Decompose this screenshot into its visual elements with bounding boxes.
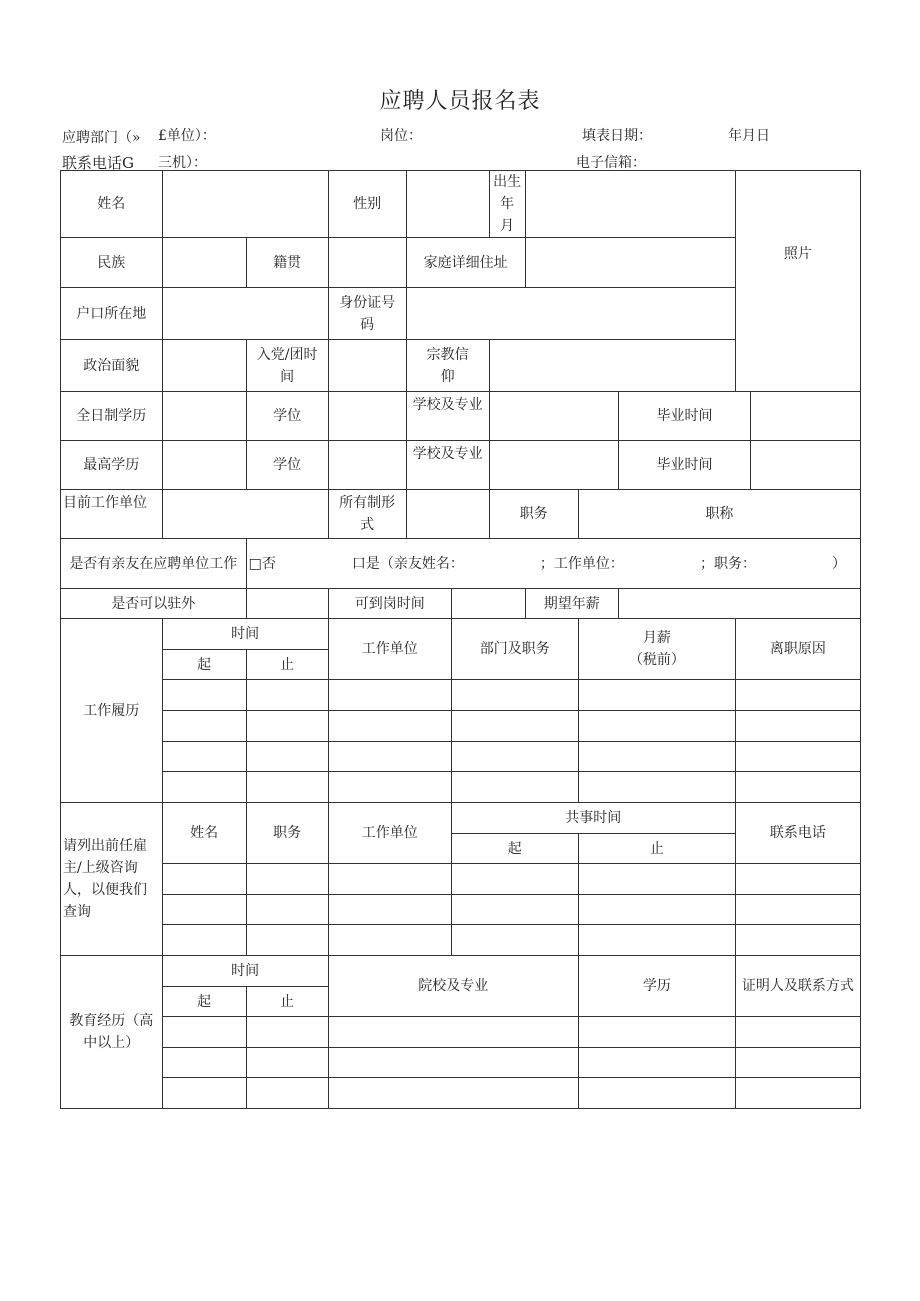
work-salary-header: 月薪 （税前） [578,619,735,680]
work-salary-cell[interactable] [578,772,735,803]
work-unit-header: 工作单位 [328,619,451,680]
ref-from-header: 起 [451,834,578,864]
salary-field[interactable] [618,589,860,619]
ownership-field[interactable] [406,490,489,539]
fulltime-edu-field[interactable] [162,392,246,441]
work-dept-cell[interactable] [451,680,578,711]
edu-school-header: 院校及专业 [328,956,578,1017]
religion-label: 宗教信 仰 [406,340,489,392]
edu-to-cell[interactable] [246,1017,328,1048]
ref-unit-cell[interactable] [328,925,451,956]
application-form [60,170,861,1109]
edu-to-cell[interactable] [246,1048,328,1078]
relatives-close-paren: ） [831,555,846,572]
work-from-cell[interactable] [162,772,246,803]
ref-name-cell[interactable] [162,925,246,956]
work-from-cell[interactable] [162,711,246,742]
fulltime-degree-label: 学位 [246,392,328,441]
table-row [61,864,861,895]
table-row [61,925,861,956]
edu-from-cell[interactable] [162,1078,246,1109]
gender-field[interactable] [406,171,489,238]
photo-box[interactable] [735,171,860,392]
work-from-cell[interactable] [162,742,246,772]
address-field[interactable] [525,238,735,288]
fulltime-school-label: 学校及专业 [406,392,489,441]
education-label: 教育经历（高中以上） [61,956,163,1109]
work-reason-cell[interactable] [735,680,860,711]
edu-school-cell[interactable] [328,1048,578,1078]
edu-time-header: 时间 [162,956,328,987]
fulltime-grad-field[interactable] [751,392,861,441]
table-row [61,1017,861,1048]
birth-field[interactable] [525,171,735,238]
work-unit-cell[interactable] [328,680,451,711]
edu-from-header: 起 [162,987,246,1017]
highest-edu-field[interactable] [162,441,246,490]
edu-witness-cell[interactable] [735,1017,860,1048]
ref-duty-header: 职务 [246,803,328,864]
political-field[interactable] [162,340,246,392]
id-field[interactable] [406,288,735,340]
post-label: 岗位： [380,128,422,144]
arrival-label: 可到岗时间 [328,589,451,619]
work-reason-header: 离职原因 [735,619,860,680]
page-title: 应聘人员报名表 [379,89,541,114]
duty-label: 职务 [489,490,578,539]
edu-from-cell[interactable] [162,1048,246,1078]
highest-grad-label: 毕业时间 [618,441,750,490]
work-dept-cell[interactable] [451,772,578,803]
work-to-cell[interactable] [246,680,328,711]
edu-to-header: 止 [246,987,328,1017]
work-salary-cell[interactable] [578,711,735,742]
edu-witness-cell[interactable] [735,1048,860,1078]
highest-edu-label: 最高学历 [61,441,163,490]
table-row [61,772,861,803]
ref-together-header: 共事时间 [451,803,735,834]
relatives-field[interactable] [246,539,860,589]
outstation-field[interactable] [246,589,328,619]
phone-suffix: 三机）： [158,155,207,171]
ref-from-cell[interactable] [451,864,578,895]
party-time-label: 入党/团时 间 [246,340,328,392]
political-label: 政治面貌 [61,340,163,392]
work-salary-cell[interactable] [578,742,735,772]
ref-to-cell[interactable] [578,864,735,895]
work-reason-cell[interactable] [735,742,860,772]
ref-phone-cell[interactable] [735,864,860,895]
party-time-field[interactable] [328,340,406,392]
work-unit-cell[interactable] [328,711,451,742]
email-label: 电子信箱： [576,155,646,171]
fulltime-school-field[interactable] [489,392,618,441]
birth-label: 出生年 月 [489,171,525,238]
ref-name-cell[interactable] [162,895,246,925]
date-format: 年月日 [728,128,770,144]
ref-to-cell[interactable] [578,925,735,956]
table-row [61,1048,861,1078]
work-to-cell[interactable] [246,711,328,742]
work-salary-cell[interactable] [578,680,735,711]
employer-field[interactable] [162,490,328,539]
hukou-label: 户口所在地 [61,288,163,340]
ref-to-header: 止 [578,834,735,864]
employer-label: 目前工作单位 [61,490,163,539]
edu-level-cell[interactable] [578,1048,735,1078]
native-label: 籍贯 [246,238,328,288]
ref-unit-cell[interactable] [328,864,451,895]
ref-name-cell[interactable] [162,864,246,895]
edu-witness-header: 证明人及联系方式 [735,956,860,1017]
table-row [61,680,861,711]
fill-date-label: 填表日期： [582,128,652,144]
table-row [61,895,861,925]
ref-to-cell[interactable] [578,895,735,925]
ref-duty-cell[interactable] [246,864,328,895]
table-row [61,711,861,742]
highest-degree-label: 学位 [246,441,328,490]
work-reason-cell[interactable] [735,711,860,742]
edu-to-cell[interactable] [246,1078,328,1109]
ref-phone-header: 联系电话 [735,803,860,864]
relatives-no-checkbox[interactable]: □否 [248,555,276,572]
work-from-header: 起 [162,650,246,680]
ref-name-header: 姓名 [162,803,246,864]
edu-school-cell[interactable] [328,1078,578,1109]
ref-phone-cell[interactable] [735,925,860,956]
work-unit-cell[interactable] [328,742,451,772]
work-dept-cell[interactable] [451,711,578,742]
ownership-label: 所有制形 式 [328,490,406,539]
address-label: 家庭详细住址 [406,238,525,288]
religion-field[interactable] [489,340,735,392]
work-unit-cell[interactable] [328,772,451,803]
title-rank-label: 职称 [578,490,860,539]
references-label: 请列出前任雇主/上级咨询人，以便我们查询 [61,803,163,956]
edu-level-cell[interactable] [578,1078,735,1109]
work-from-cell[interactable] [162,680,246,711]
ref-duty-cell[interactable] [246,925,328,956]
edu-level-header: 学历 [578,956,735,1017]
salary-label: 期望年薪 [525,589,618,619]
work-reason-cell[interactable] [735,772,860,803]
native-field[interactable] [328,238,406,288]
ethnicity-field[interactable] [162,238,246,288]
relatives-unit-label: ；工作单位： [539,555,624,572]
outstation-label: 是否可以驻外 [61,589,247,619]
work-dept-cell[interactable] [451,742,578,772]
phone-label: 联系电话G [62,154,134,172]
ref-from-cell[interactable] [451,925,578,956]
edu-school-cell[interactable] [328,1017,578,1048]
work-history-label: 工作履历 [61,619,163,803]
fulltime-edu-label: 全日制学历 [61,392,163,441]
ref-from-cell[interactable] [451,895,578,925]
fulltime-grad-label: 毕业时间 [618,392,750,441]
ref-unit-header: 工作单位 [328,803,451,864]
work-to-header: 止 [246,650,328,680]
table-row [61,1078,861,1109]
work-to-cell[interactable] [246,742,328,772]
ref-duty-cell[interactable] [246,895,328,925]
hukou-field[interactable] [162,288,328,340]
relatives-duty-label: ；职务： [699,555,756,572]
relatives-yes-checkbox[interactable]: 口是（亲友姓名： [351,555,464,572]
ethnicity-label: 民族 [61,238,163,288]
highest-school-field[interactable] [489,441,618,490]
dept-label: 应聘部门（» [62,130,141,146]
edu-level-cell[interactable] [578,1017,735,1048]
arrival-field[interactable] [451,589,525,619]
highest-school-label: 学校及专业 [406,441,489,490]
edu-from-cell[interactable] [162,1017,246,1048]
ref-unit-cell[interactable] [328,895,451,925]
photo-label: 照片 [783,246,812,262]
table-row [61,742,861,772]
edu-witness-cell[interactable] [735,1078,860,1109]
gender-label: 性别 [328,171,406,238]
highest-degree-field[interactable] [328,441,406,490]
work-to-cell[interactable] [246,772,328,803]
ref-phone-cell[interactable] [735,895,860,925]
work-time-header: 时间 [162,619,328,650]
name-label: 姓名 [61,171,163,238]
work-dept-header: 部门及职务 [451,619,578,680]
relatives-label: 是否有亲友在应聘单位工作 [61,539,247,589]
dept-unit-label: £单位）： [158,128,216,144]
highest-grad-field[interactable] [751,441,861,490]
fulltime-degree-field[interactable] [328,392,406,441]
id-label: 身份证号 码 [328,288,406,340]
name-field[interactable] [162,171,328,238]
